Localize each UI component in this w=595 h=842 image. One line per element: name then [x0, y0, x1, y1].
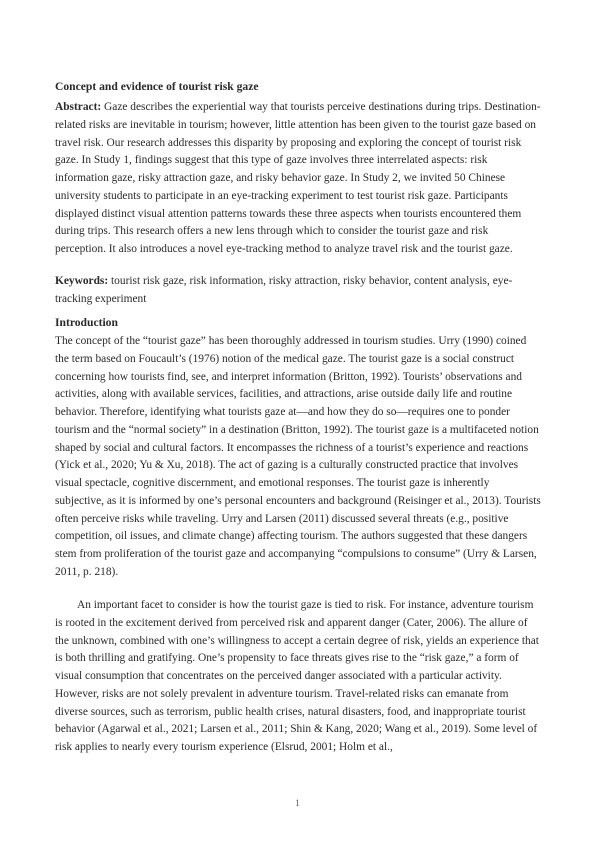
page-number: 1	[295, 798, 300, 808]
keywords-text: tourist risk gaze, risk information, risky attraction, risky behavior, content analysis, eye-tracking experiment	[55, 275, 513, 305]
keywords-paragraph	[55, 273, 541, 309]
introduction-paragraph-2: An important facet to consider is how the tourist gaze is tied to risk. For instance, adventure tourism is rooted in the excitement derived from perceived risk and apparent danger (Cater, 2006). The allure of the unknown, combined with one’s willingness to accept a certain degree of risk, yields an experience that is both thrilling and gratifying. One’s propensity to face threats gives rise to the “risk gaze,” a form of visual consumption that concentrates on the perceived danger associated with a particular activity. However, risks are not solely prevalent in adventure tourism. Travel-related risks can emanate from diverse sources, such as terrorism, public health crises, natural disasters, food, and inappropriate tourist behavior (Agarwal et al., 2021; Larsen et al., 2011; Shin & Kang, 2020; Wang et al., 2019). Some level of risk applies to nearly every tourism experience (Elsrud, 2001; Holm et al.,	[55, 599, 539, 753]
paper-title: Concept and evidence of tourist risk gaze	[55, 80, 259, 93]
abstract-paragraph	[55, 99, 541, 259]
keywords-label: Keywords:	[55, 275, 109, 287]
introduction-heading: Introduction	[55, 316, 118, 329]
introduction-paragraph-1: The concept of the “tourist gaze” has been thoroughly addressed in tourism studies. Urry (1990) coined the term based on Foucault’s (1976) notion of the medical gaze. The tourist gaze is a social construct concerning how tourists find, see, and interpret information (Britton, 1992). Tourists’ observations and activities, along with available services, facilities, and attractions, arise outside daily life and routine behavior. Therefore, identifying what tourists gaze at—and how they do so—requires one to ponder tourism and the “normal society” in a destination (Britton, 1992). The tourist gaze is a multifaceted notion shaped by social and cultural factors. It encompasses the richness of a tourist’s experience and reactions (Yick et al., 2020; Yu & Xu, 2018). The act of gazing is a culturally constructed practice that involves visual spectacle, cognitive discernment, and emotional responses. The tourist gaze is inherently subjective, as it is informed by one’s personal encounters and background (Reisinger et al., 2013). Tourists often perceive risks while traveling. Urry and Larsen (2011) discussed several threats (e.g., positive competition, oil issues, and climate change) affecting tourism. The authors suggested that these dangers stem from proliferation of the tourist gaze and accompanying “compulsions to consume” (Urry & Larsen, 2011, p. 218).	[55, 335, 541, 578]
abstract-label: Abstract:	[55, 101, 102, 113]
abstract-text: Gaze describes the experiential way that tourists perceive destinations during trips. Destination-related risks are inevitable in tourism; however, little attention has been given to the tourist gaze based on travel risk. Our research addresses this disparity by proposing and exploring the concept of tourist risk gaze. In Study 1, findings suggest that this type of gaze involves three interrelated aspects: risk information gaze, risky attraction gaze, and risky behavior gaze. In Study 2, we invited 50 Chinese university students to participate in an eye-tracking experiment to test tourist risk gaze. Participants displayed distinct visual attention patterns towards these three aspects when tourists encountered them during trips. This research offers a new lens through which to consider the tourist gaze and risk perception. It also introduces a novel eye-tracking method to analyze travel risk and the tourist gaze.	[55, 101, 541, 255]
